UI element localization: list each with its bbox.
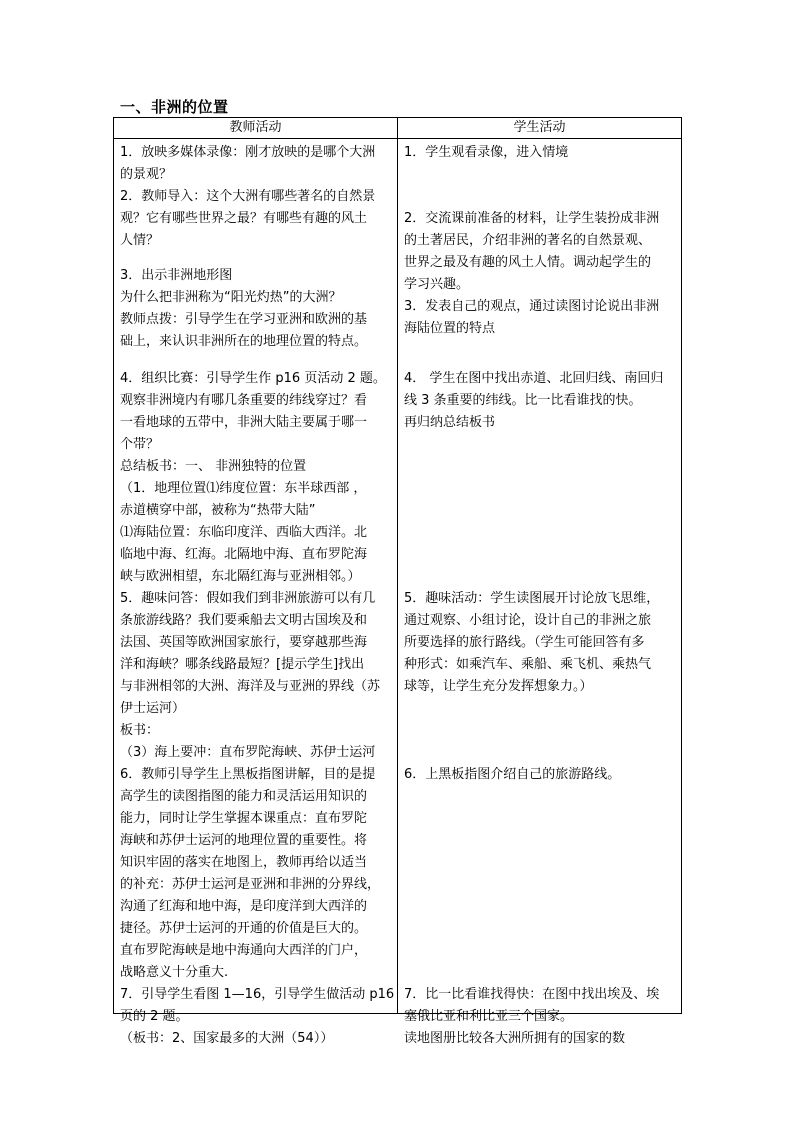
student-line: 海陆位置的特点 bbox=[404, 321, 496, 336]
teacher-line: 洋和海峡？哪条线路最短？[提示学生]找出 bbox=[120, 657, 365, 672]
teacher-line: 的景观？ bbox=[120, 167, 173, 182]
teacher-line: 知识牢固的落实在地图上，教师再给以适当 bbox=[120, 855, 368, 870]
teacher-line: 的补充：苏伊士运河是亚洲和非洲的分界线， bbox=[120, 877, 381, 892]
student-line: 球等，让学生充分发挥想象力。） bbox=[404, 679, 593, 694]
student-line: 7．比一比看谁找得快：在图中找出埃及、埃 bbox=[404, 987, 660, 1002]
student-line: 3．发表自己的观点，通过读图讨论说出非洲 bbox=[404, 299, 660, 314]
teacher-line: 观察非洲境内有哪几条重要的纬线穿过？看 bbox=[120, 393, 368, 408]
lesson-table bbox=[113, 117, 682, 1046]
teacher-line: 海峡和苏伊士运河的地理位置的重要性。将 bbox=[120, 833, 368, 848]
teacher-line: 2．教师导入：这个大洲有哪些著名的自然景 bbox=[120, 189, 376, 204]
student-line: 学习兴趣。 bbox=[404, 277, 470, 292]
teacher-line: 3．出示非洲地形图 bbox=[120, 268, 233, 283]
student-line: 再归纳总结板书 bbox=[404, 415, 496, 430]
teacher-line: 伊士运河） bbox=[120, 701, 186, 716]
teacher-line: 赤道横穿中部，被称为“热带大陆” bbox=[120, 503, 316, 518]
teacher-line: （1．地理位置⑴纬度位置：东半球西部 ， bbox=[120, 481, 367, 496]
teacher-line: 一看地球的五带中，非洲大陆主要属于哪一 bbox=[120, 415, 368, 430]
student-line: 种形式：如乘汽车、乘船、乘飞机、乘热气 bbox=[404, 657, 652, 672]
student-line: 通过观察、小组讨论，设计自己的非洲之旅 bbox=[404, 613, 652, 628]
teacher-line: （板书：2、国家最多的大洲（54）） bbox=[120, 1031, 334, 1046]
student-activity-header: 学生活动 bbox=[398, 118, 682, 139]
teacher-line: 沟通了红海和地中海，是印度洋到大西洋的 bbox=[120, 899, 368, 914]
teacher-line: 4．组织比赛：引导学生作 p16 页活动 2 题。 bbox=[120, 371, 386, 386]
teacher-line: 能力，同时让学生掌握本课重点：直布罗陀 bbox=[120, 811, 368, 826]
teacher-line: 教师点拨：引导学生在学习亚洲和欧洲的基 bbox=[120, 312, 368, 327]
teacher-line: 临地中海、红海。北隔地中海、直布罗陀海 bbox=[120, 547, 368, 562]
teacher-line: 板书： bbox=[120, 723, 160, 738]
teacher-line: 峡与欧洲相望，东北隔红海与亚洲相邻。） bbox=[120, 569, 361, 584]
content-row bbox=[114, 139, 682, 1014]
teacher-line: 个带？ bbox=[120, 437, 160, 452]
teacher-line: 战略意义十分重大. bbox=[120, 965, 229, 980]
teacher-line: ⑴海陆位置：东临印度洋、西临大西洋。北 bbox=[120, 525, 368, 540]
teacher-line: 观？它有哪些世界之最？有哪些有趣的风土 bbox=[120, 211, 368, 226]
student-line: 2．交流课前准备的材料，让学生装扮成非洲 bbox=[404, 211, 660, 226]
teacher-line: 法国、英国等欧洲国家旅行，要穿越那些海 bbox=[120, 635, 368, 650]
teacher-line: 7．引导学生看图 1—16，引导学生做活动 p16 bbox=[120, 987, 395, 1002]
student-line: 5．趣味活动：学生读图展开讨论放飞思维， bbox=[404, 591, 660, 606]
teacher-activity-cell bbox=[114, 139, 398, 1046]
teacher-line: 1．放映多媒体录像：刚才放映的是哪个大洲 bbox=[120, 145, 376, 160]
teacher-line: 5．趣味问答：假如我们到非洲旅游可以有几 bbox=[120, 591, 376, 606]
student-line: 塞俄比亚和利比亚三个国家。 bbox=[404, 1009, 574, 1024]
teacher-line: 高学生的读图指图的能力和灵活运用知识的 bbox=[120, 789, 368, 804]
student-line: 线 3 条重要的纬线。比一比看谁找的快。 bbox=[404, 393, 642, 408]
student-line: 4． 学生在图中找出赤道、北回归线、南回归 bbox=[404, 371, 664, 386]
teacher-line: 与非洲相邻的大洲、海洋及与亚洲的界线（苏 bbox=[120, 679, 381, 694]
student-line: 6．上黑板指图介绍自己的旅游路线。 bbox=[404, 767, 621, 782]
header-row bbox=[114, 118, 682, 139]
teacher-line: 捷径。苏伊士运河的开通的价值是巨大的。 bbox=[120, 921, 368, 936]
student-line: 1．学生观看录像，进入情境 bbox=[404, 145, 569, 160]
student-line: 的土著居民，介绍非洲的著名的自然景观、 bbox=[404, 233, 652, 248]
teacher-line: 页的 2 题。 bbox=[120, 1009, 189, 1024]
teacher-line: （3）海上要冲：直布罗陀海峡、苏伊士运河 bbox=[120, 745, 376, 760]
teacher-line: 为什么把非洲称为“阳光灼热”的大洲？ bbox=[120, 290, 342, 305]
teacher-line: 人情？ bbox=[120, 233, 160, 248]
student-line: 世界之最及有趣的风土人情。调动起学生的 bbox=[404, 255, 652, 270]
student-line: 读地图册比较各大洲所拥有的国家的数 bbox=[404, 1031, 626, 1046]
student-line: 所要选择的旅行路线。（学生可能回答有多 bbox=[404, 635, 645, 650]
section-heading: 一、非洲的位置 bbox=[120, 98, 229, 116]
teacher-activity-header: 教师活动 bbox=[114, 118, 398, 139]
teacher-line: 直布罗陀海峡是地中海通向大西洋的门户， bbox=[120, 943, 368, 958]
teacher-line: 条旅游线路？我们要乘船去文明古国埃及和 bbox=[120, 613, 368, 628]
teacher-line: 础上，来认识非洲所在的地理位置的特点。 bbox=[120, 334, 368, 349]
student-activity-cell bbox=[398, 139, 682, 1046]
teacher-line: 6．教师引导学生上黑板指图讲解，目的是提 bbox=[120, 767, 376, 782]
teacher-line: 总结板书：一、 非洲独特的位置 bbox=[120, 459, 307, 474]
